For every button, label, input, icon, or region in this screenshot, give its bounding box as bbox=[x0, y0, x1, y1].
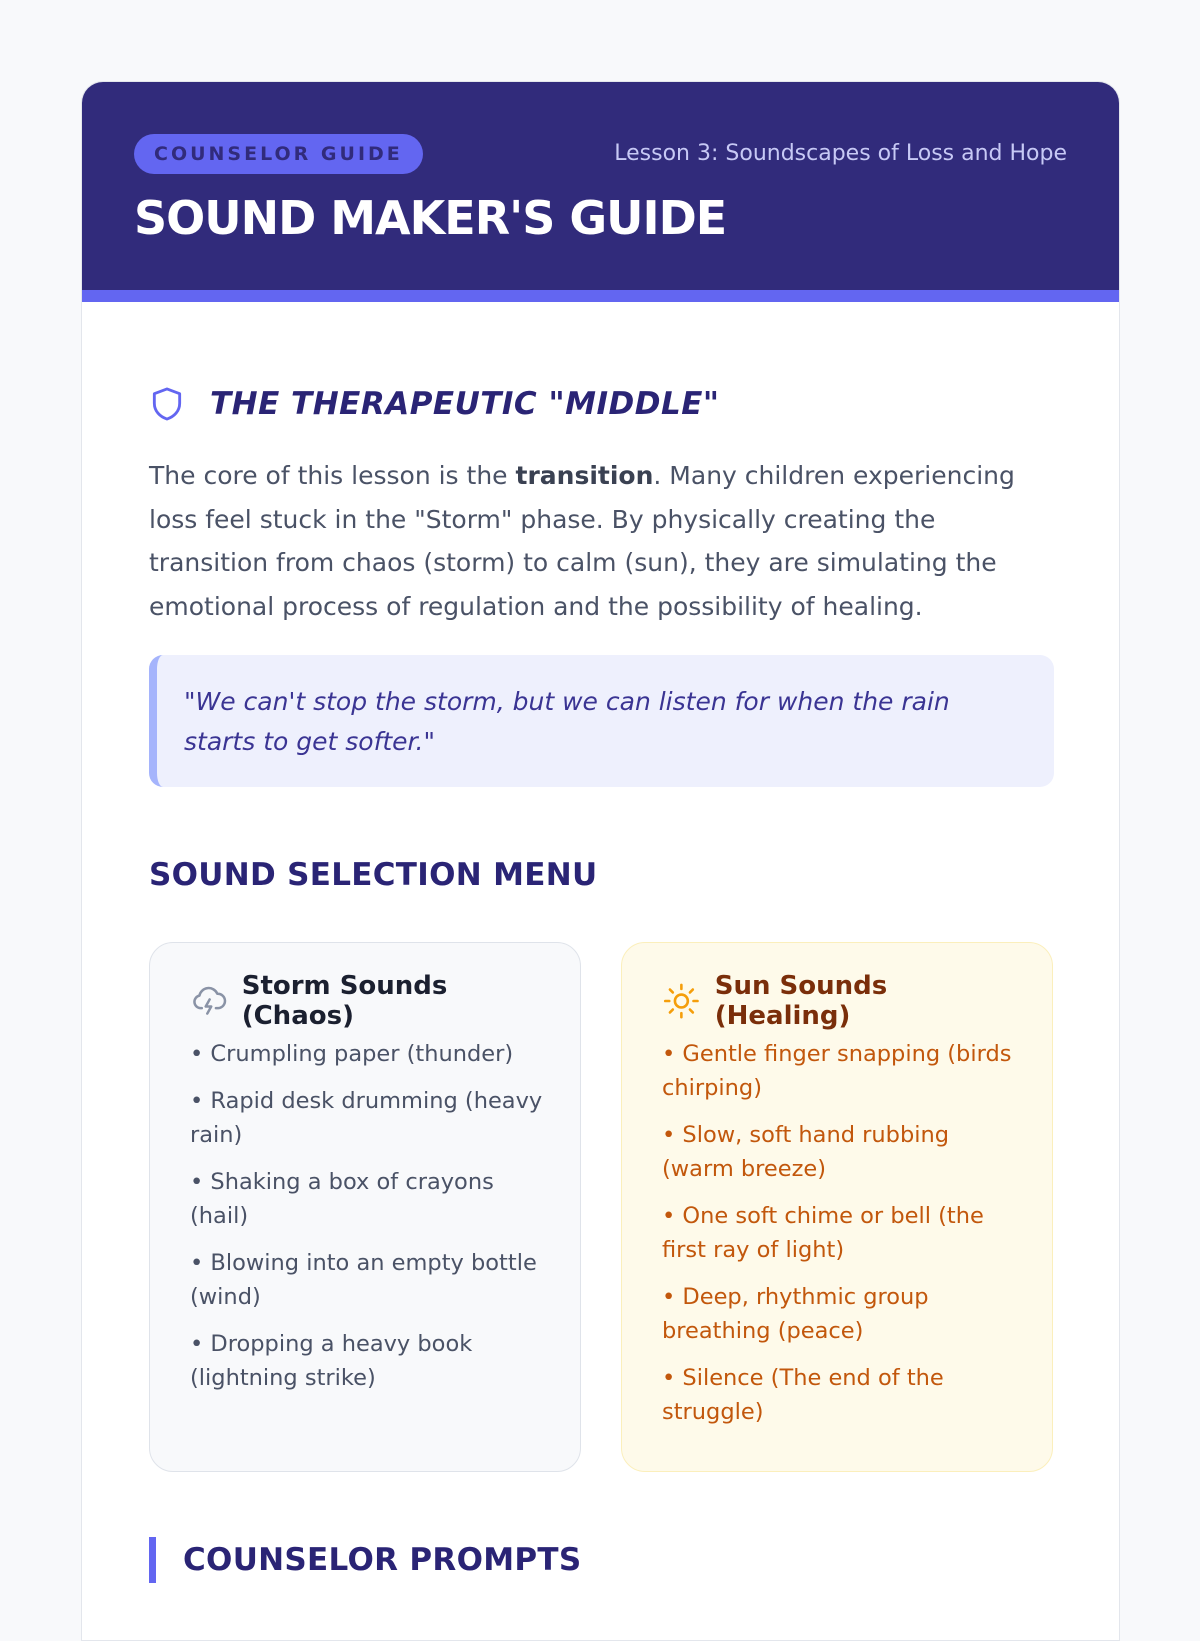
counselor-prompts-heading bbox=[149, 1537, 581, 1583]
section-title: THE THERAPEUTIC "MIDDLE" bbox=[210, 386, 720, 422]
header-accent-stripe bbox=[82, 290, 1119, 302]
page-title: SOUND MAKER'S GUIDE bbox=[134, 191, 727, 245]
list-item: • Gentle finger snapping (birds chirping) bbox=[662, 1041, 1012, 1101]
storm-sounds-list bbox=[190, 1037, 550, 1395]
description-emphasis: transition bbox=[515, 461, 654, 490]
therapeutic-middle-heading bbox=[148, 382, 720, 426]
sun-sounds-header bbox=[662, 971, 1022, 1031]
shield-icon bbox=[148, 383, 186, 425]
list-item: • Shaking a box of crayons (hail) bbox=[190, 1169, 494, 1229]
lesson-label: Lesson 3: Soundscapes of Loss and Hope bbox=[614, 141, 1067, 166]
list-item: • Rapid desk drumming (heavy rain) bbox=[190, 1088, 543, 1148]
sun-sounds-card bbox=[621, 942, 1053, 1472]
list-item: • Deep, rhythmic group breathing (peace) bbox=[662, 1284, 929, 1344]
storm-sounds-title: Storm Sounds (Chaos) bbox=[241, 971, 448, 1031]
counselor-guide-badge: COUNSELOR GUIDE bbox=[134, 134, 423, 174]
list-item: • Slow, soft hand rubbing (warm breeze) bbox=[662, 1122, 950, 1182]
counselor-prompts-title: COUNSELOR PROMPTS bbox=[183, 1542, 582, 1578]
list-item: • Blowing into an empty bottle (wind) bbox=[190, 1250, 537, 1310]
guide-card bbox=[81, 81, 1120, 1641]
lesson-description bbox=[149, 454, 1054, 628]
description-text-start: The core of this lesson is the bbox=[149, 461, 516, 490]
storm-sounds-header bbox=[190, 971, 550, 1031]
quote-block: "We can't stop the storm, but we can listen for when the rain starts to get softer." bbox=[149, 655, 1054, 787]
storm-cloud-icon bbox=[190, 981, 228, 1021]
list-item: • Silence (The end of the struggle) bbox=[662, 1365, 944, 1425]
sun-sounds-list bbox=[662, 1037, 1022, 1429]
heading-accent-bar bbox=[149, 1537, 156, 1583]
storm-sounds-card bbox=[149, 942, 581, 1472]
sun-icon bbox=[662, 981, 701, 1021]
description-text-end: . Many children experiencing loss feel stuck in the "Storm" phase. By physically creating the transition from chaos (storm) to calm (sun), they are simulating the emotional process of regulation and the possibility of healing. bbox=[149, 461, 1015, 621]
list-item: • Crumpling paper (thunder) bbox=[190, 1041, 514, 1067]
sound-menu-heading: SOUND SELECTION MENU bbox=[149, 857, 598, 893]
header bbox=[82, 82, 1119, 302]
list-item: • Dropping a heavy book (lightning strike) bbox=[190, 1331, 473, 1391]
sun-sounds-title: Sun Sounds (Healing) bbox=[714, 971, 888, 1031]
list-item: • One soft chime or bell (the first ray of light) bbox=[662, 1203, 984, 1263]
